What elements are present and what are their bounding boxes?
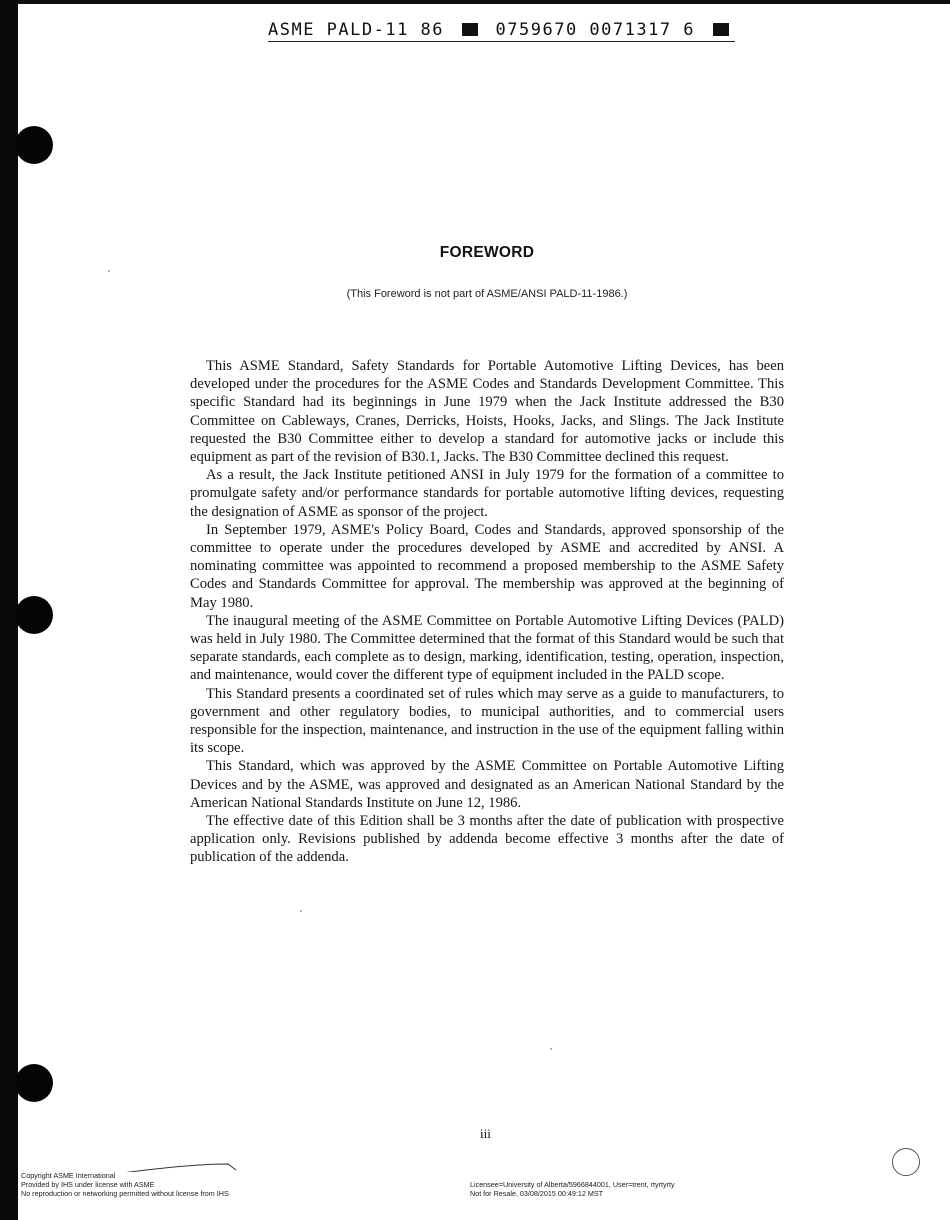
scan-speck — [108, 270, 110, 272]
doc-code-standard: ASME PALD-11 86 — [268, 20, 445, 40]
page-title: FOREWORD — [439, 244, 535, 261]
paragraph: This Standard presents a coordinated set of rules which may serve as a guide to manufacturers, to government and other regulatory bodies, to municipal authorities, and to commercial users responsible for the inspection, maintenance, and instruction in the use of the equipment falling within its scope. — [190, 685, 784, 757]
page-subtitle: (This Foreword is not part of ASME/ANSI PALD-11-1986.) — [346, 288, 628, 300]
license-line: Provided by IHS under license with ASME — [21, 1179, 155, 1189]
paragraph: In September 1979, ASME's Policy Board, Codes and Standards, approved sponsorship of the committee to operate under the procedures developed by ASME and accredited by ANSI. A nominating committee was appointed to recommend a proposed membership to the ASME Safety Codes and Standards Committee for approval. The membership was approved at the beginning of May 1980. — [190, 521, 784, 611]
paragraph: As a result, the Jack Institute petitioned ANSI in July 1979 for the formation of a committee to promulgate safety and/or performance standards for portable automotive lifting devices, requesting the designation of ASME as sponsor of the project. — [190, 467, 784, 520]
licensee-line: Licensee=University of Alberta/5966844001, User=trent, rtyrtyrty — [470, 1180, 675, 1189]
page-number: iii — [480, 1126, 491, 1141]
scan-top-rule — [0, 0, 950, 4]
reproduction-line: No reproduction or networking permitted without license from IHS — [21, 1188, 229, 1198]
punch-hole-outline — [892, 1148, 920, 1176]
scan-speck — [550, 1048, 552, 1050]
document-code-header — [268, 20, 735, 42]
punch-hole-middle — [15, 596, 53, 634]
paragraph: The effective date of this Edition shall be 3 months after the date of publication with prospective application only. Revisions published by addenda become effective 3 months after the date of publication of the addenda. — [190, 813, 784, 866]
punch-hole-top — [15, 126, 53, 164]
punch-hole-bottom — [15, 1064, 53, 1102]
licensee-footer — [470, 1181, 675, 1199]
copyright-line: Copyright ASME International — [21, 1171, 116, 1180]
foreword-body — [190, 357, 784, 867]
redaction-block — [713, 23, 729, 36]
scan-speck — [300, 910, 302, 912]
redaction-block — [462, 23, 478, 36]
copyright-footer — [20, 1172, 229, 1198]
resale-line: Not for Resale, 03/08/2015 00:49:12 MST — [470, 1188, 604, 1198]
paragraph: This ASME Standard, Safety Standards for Portable Automotive Lifting Devices, has been developed under the procedures for the ASME Codes and Standards Development Committee. This specific Standard had its beginnings in June 1979 when the Jack Institute addressed the B30 Committee on Cableways, Cranes, Derricks, Hoists, Hooks, Jacks, and Slings. The Jack Institute requested the B30 Committee either to develop a standard for automotive jacks or include this equipment as part of the revision of B30.1, Jacks. The B30 Committee declined this request. — [190, 358, 784, 466]
paragraph: The inaugural meeting of the ASME Committee on Portable Automotive Lifting Devices (PALD) was held in July 1980. The Committee determined that the format of this Standard would be such that separate standards, each complete as to design, marking, identification, testing, operation, inspection, and maintenance, would cover the different type of equipment included in the PALD scope. — [190, 612, 784, 684]
doc-code-serial: 0759670 0071317 6 — [495, 20, 696, 40]
paragraph: This Standard, which was approved by the ASME Committee on Portable Automotive Lifting Devices and by the ASME, was approved and designated as an American National Standard by the American National Standards Institute on June 12, 1986. — [190, 758, 784, 811]
